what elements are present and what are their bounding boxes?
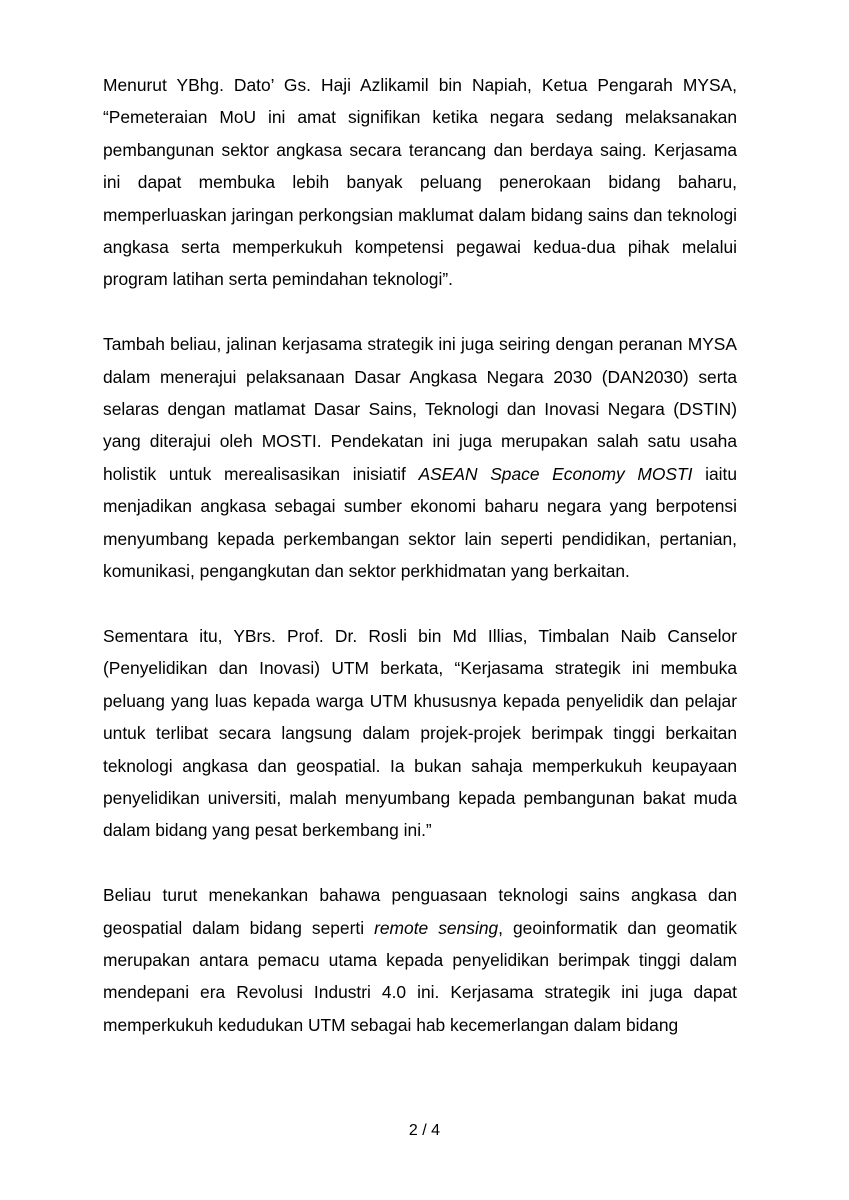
paragraph-4-text-b: , geoinformatik dan geomatik merupakan antara pemacu utama kepada penyelidikan berimpak tinggi dalam mendepani era Revolusi Industri 4.0 ini. Kerjasama strategik ini juga dapat memperkukuh kedudukan UTM sebagai hab kecemerlangan dalam bidang — [103, 917, 737, 1035]
paragraph-2-text-b: iaitu menjadikan angkasa sebagai sumber ekonomi baharu negara yang berpotensi menyumbang kepada perkembangan sektor lain seperti pendidikan, pertanian, komunikasi, pengangkutan dan sektor perkhidmatan yang berkaitan. — [103, 463, 738, 582]
paragraph-4-text-a: Beliau turut menekankan bahawa penguasaan teknologi sains angkasa dan geospatial dalam bidang seperti — [103, 885, 737, 938]
paragraph-3-text: Sementara itu, YBrs. Prof. Dr. Rosli bin Md Illias, Timbalan Naib Canselor (Penyelidikan dan Inovasi) UTM berkata, “Kerjasama strategik ini membuka peluang yang luas kepada warga UTM khususnya kepada penyelidik dan pelajar untuk terlibat secara langsung dalam projek-projek berimpak tinggi berkaitan teknologi angkasa dan geospatial. Ia bukan sahaja memperkukuh keupayaan penyelidikan universiti, malah menyumbang kepada pembangunan bakat muda dalam bidang yang pesat berkembang ini.” — [103, 625, 737, 841]
paragraph-2 — [103, 328, 737, 587]
paragraph-2-text-a: Tambah beliau, jalinan kerjasama strategik ini juga seiring dengan peranan MYSA dalam menerajui pelaksanaan Dasar Angkasa Negara 2030 (DAN2030) serta selaras dengan matlamat Dasar Sains, Teknologi dan Inovasi Negara (DSTIN) yang diterajui oleh MOSTI. Pendekatan ini juga merupakan salah satu usaha holistik untuk merealisasikan inisiatif — [103, 334, 737, 484]
paragraph-2-italic-term: ASEAN Space Economy MOSTI — [418, 463, 693, 484]
paragraph-1-text: Menurut YBhg. Dato’ Gs. Haji Azlikamil bin Napiah, Ketua Pengarah MYSA, “Pemeteraian MoU ini amat signifikan ketika negara sedang melaksanakan pembangunan sektor angkasa secara terancang dan berdaya saing. Kerjasama ini dapat membuka lebih banyak peluang penerokaan bidang baharu, memperluaskan jaringan perkongsian maklumat dalam bidang sains dan teknologi angkasa serta memperkukuh kompetensi pegawai kedua-dua pihak melalui program latihan serta pemindahan teknologi”. — [103, 75, 737, 290]
paragraph-1 — [103, 69, 737, 296]
page-number: 2 / 4 — [408, 1122, 441, 1139]
paragraph-3 — [103, 620, 737, 847]
paragraph-4 — [103, 879, 737, 1041]
paragraph-4-italic-term: remote sensing — [374, 917, 499, 938]
document-body — [103, 69, 737, 1074]
